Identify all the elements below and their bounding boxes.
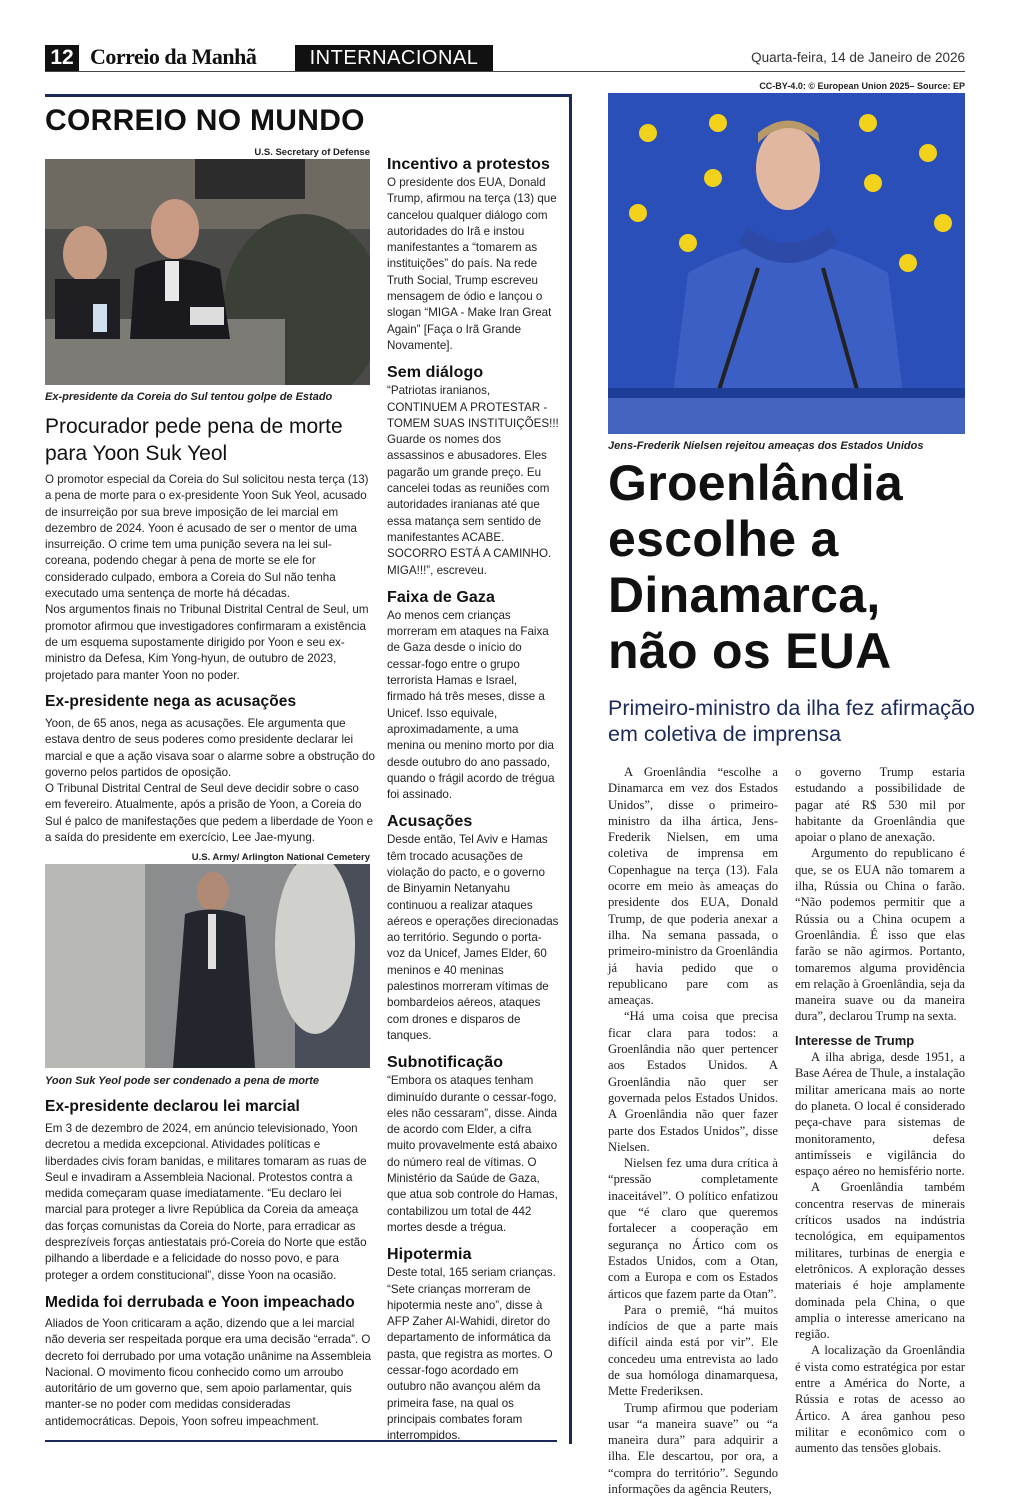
article-headline: Procurador pede pena de morte para Yoon Suk Yeol (45, 415, 343, 465)
brief-item (387, 364, 559, 579)
paragraph: Argumento do republicano é que, se os EUA não tomarem a ilha, Rússia ou China o farão. “Não podemos permitir que a Rússia ou a China ocupem a Groenlândia. É isso que elas farão se não agirmos. Portanto, tomaremos alguma providência em relação à Groenlândia, seja da maneira suave ou da maneira dura”, declarou Trump na sexta. (795, 846, 965, 1024)
paragraph: A ilha abriga, desde 1951, a Base Aérea de Thule, a instalação militar americana mais ao norte do planeta. O local é considerado peça-chave para sistemas de monitoramento, defesa antimísseis e vigilância do espaço aéreo no hemisfério norte. (795, 1050, 965, 1179)
photo-yoon-cemetery (45, 864, 370, 1068)
paragraph: “Há uma coisa que precisa ficar clara para todos: a Groenlândia não quer pertencer aos Estados Unidos. A Groenlândia não quer ser governada pelos Estados Unidos. A Groenlândia não quer fazer parte dos Estados Unidos”, disse Nielsen. (608, 1009, 778, 1154)
brief-body: Desde então, Tel Aviv e Hamas têm trocado acusações de violação do pacto, e o governo de Binyamin Netanyahu continuou a realizar ataques aéreos e operações direcionadas ao território. Segundo o porta-voz da Unicef, James Elder, 60 meninos e 40 meninas palestinos morreram vítimas de bombardeios aéreos, ataques com drones e disparos de tanques. (387, 833, 559, 1042)
brief-body: Ao menos cem crianças morreram em ataques na Faixa de Gaza desde o início do cessar-fogo entre o grupo terrorista Hamas e Israel, firmado há três meses, disse a Unicef. Isso equivale, aproximadamente, a uma menina ou menino morto por dia desde outubro do ano passado, quando o frágil acordo de trégua foi assinado. (387, 608, 555, 802)
brief-item (387, 1246, 559, 1444)
main-headline: Groenlândia escolhe a Dinamarca, não os EUA (608, 455, 904, 679)
corner-title: CORREIO NO MUNDO (45, 104, 365, 137)
subheading: Interesse de Trump (795, 1032, 915, 1048)
subheading: Ex-presidente declarou lei marcial (45, 1098, 300, 1115)
brief-body: Deste total, 165 seriam crianças. “Sete crianças morreram de hipotermia neste ano”, disse à AFP Zaher Al-Wahidi, diretor do departamento de informática da pasta, que registra as mortes. O cessar-fogo acordado em outubro não avançou além da primeira fase, na qual os principais combates foram interrompidos. (387, 1266, 556, 1443)
main-subheadline: Primeiro-ministro da ilha fez afirmação em coletiva de imprensa (608, 696, 975, 746)
paragraph: Yoon, de 65 anos, nega as acusações. Ele argumenta que estava dentro de seus poderes como presidente declarar lei marcial e que a ação visava soar o alarme sobre a obstrução do governo pelos partidos de oposição. (45, 717, 375, 779)
page-number: 12 (45, 45, 79, 71)
photo-credit: CC-BY-4.0: © European Union 2025– Source: EP (759, 81, 965, 91)
main-article-col1 (608, 764, 778, 1497)
paragraph: O promotor especial da Coreia do Sul solicitou nesta terça (13) a pena de morte para o ex-presidente Yoon Suk Yeol, acusado de insurreição por sua breve imposição de lei marcial em dezembro de 2024. Yoon é acusado de ser o mentor de uma insurreição. O crime tem uma punição severa na lei sul-coreana, podendo chegar à pena de morte se ele for considerado culpado, embora a Coreia do Sul não tenha executado uma sentença de morte há décadas. (45, 473, 369, 601)
brief-title: Hipotermia (387, 1246, 472, 1264)
masthead-logo: Correio da Manhã (90, 44, 257, 69)
subheading: Medida foi derrubada e Yoon impeachado (45, 1294, 355, 1311)
section-body: Em 3 de dezembro de 2024, em anúncio televisionado, Yoon decretou a medida excepcional. Atividades políticas e liberdades civis foram banidas, e militares tomaram as ruas de Seul e invadiram a Assembleia Nacional. Protestos contra a medida começaram quase imediatamente. “Eu declaro lei marcial para proteger a livre República da Coreia da ameaça das forças comunistas da Coreia do Norte, para erradicar as desprezíveis forças antiestatais pró-Coreia do Norte que estão pilhando a liberdade e a felicidade do nosso povo, e para proteger a ordem constitucional”, disse Yoon na ocasião. (45, 1122, 367, 1282)
paragraph: Nos argumentos finais no Tribunal Distrital Central de Seul, um promotor afirmou que investigadores confirmaram a existência de um esquema supostamente dirigido por Yoon e seu ex-ministro da Defesa, Kim Yong-hyun, de outubro de 2023, projetado para manter Yoon no poder. (45, 603, 369, 682)
photo-credit: U.S. Army/ Arlington National Cemetery (191, 852, 370, 863)
section-label: INTERNACIONAL (295, 45, 493, 71)
subheading: Ex-presidente nega as acusações (45, 693, 297, 710)
paragraph: Trump afirmou que poderiam usar “a maneira suave” ou “a maneira dura” para adquirir a ilha. Ele descartou, por ora, a “compra do território”. Segundo informações da agência Reuters, (608, 1400, 778, 1497)
brief-title: Incentivo a protestos (387, 156, 551, 173)
photo-caption: Ex-presidente da Coreia do Sul tentou golpe de Estado (45, 391, 333, 403)
brief-item (387, 813, 559, 1044)
paragraph: Para o premiê, “há muitos indícios de que a parte mais difícil ainda está por vir”. Ele concedeu uma entrevista ao lado de sua homóloga dinamarquesa, Mette Frederiksen. (608, 1302, 778, 1399)
edition-date: Quarta-feira, 14 de Janeiro de 2026 (751, 50, 965, 65)
paragraph: Nielsen fez uma dura crítica à “pressão completamente inaceitável”. O político enfatizou que “é claro que queremos fortalecer a cooperação em segurança no Ártico com os Estados Unidos, com a Otan, com a Europa e com os Estados árticos que fazem parte da Otan”. (608, 1156, 778, 1301)
article-intro (45, 472, 375, 684)
header-rule (45, 71, 965, 72)
news-briefs-column (387, 156, 559, 1454)
paragraph: O Tribunal Distrital Central de Seul deve decidir sobre o caso em fevereiro. Atualmente, após a prisão de Yoon, a Coreia do Sul é palco de manifestações que pedem a liberdade de Yoon e a saída do presidente em exercício, Lee Jae-myung. (45, 782, 374, 845)
photo-caption: Jens-Frederik Nielsen rejeitou ameaças dos Estados Unidos (608, 440, 924, 452)
brief-body: “Embora os ataques tenham diminuído durante o cessar-fogo, eles não cessaram”, disse. Ainda de acordo com Elder, a cifra muito provavelmente está abaixo do número real de vítimas. O Ministério da Saúde de Gaza, que atua sob controle do Hamas, contabilizou um total de 442 mortes desde a trégua. (387, 1074, 558, 1234)
brief-title: Subnotificação (387, 1054, 504, 1072)
photo-credit: U.S. Secretary of Defense (254, 147, 370, 158)
brief-body: O presidente dos EUA, Donald Trump, afirmou na terça (13) que cancelou qualquer diálogo com autoridades do Irã e instou manifestantes a “tomarem as instituições” do país. Na rede Truth Social, Trump escreveu mensagem de ódio e lançou o slogan “MIGA - Make Iran Great Again” [Faça o Irã Grande Novamente]. (387, 176, 557, 352)
photo-nielsen (608, 93, 965, 434)
section-body (45, 716, 375, 846)
brief-item (387, 156, 559, 354)
paragraph: o governo Trump estaria estudando a possibilidade de pagar até R$ 530 mil por habitante da Groenlândia que apoiar o plano de anexação. (795, 765, 965, 845)
brief-item (387, 589, 559, 804)
brief-title: Faixa de Gaza (387, 588, 496, 606)
brief-title: Acusações (387, 813, 473, 831)
section-body: Aliados de Yoon criticaram a ação, dizendo que a lei marcial não deveria ser respeitada porque era uma decisão “errada”. O decreto foi derrubado por uma votação unânime na Assembleia Nacional. O movimento ficou conhecido como um arroubo autoritário de um governo que, sem apoio parlamentar, quis manter-se no poder com medidas consideradas antidemocráticas. Depois, Yoon sofreu impeachment. (45, 1317, 372, 1428)
brief-title: Sem diálogo (387, 364, 484, 382)
paragraph: A Groenlândia “escolhe a Dinamarca em vez dos Estados Unidos”, disse o primeiro-ministro da ilha ártica, Jens-Frederik Nielsen, em uma coletiva de imprensa em Copenhague na terça (13). Fala ocorre em meio às ameaças do presidente dos EUA, Donald Trump, de que poderia anexar a ilha. Na semana passada, o primeiro-ministro da Groenlândia já havia pedido que o republicano pare com as ameaças. (608, 765, 778, 1008)
brief-body: “Patriotas iranianos, CONTINUEM A PROTESTAR - TOMEM SUAS INSTITUIÇÕES!!! Guarde os nomes dos assassinos e abusadores. Eles pagarão um grande preço. Eu cancelei todas as reuniões com autoridades iranianas até que essa matança sem sentido de manifestantes ACABE. SOCORRO ESTÁ A CAMINHO. MIGA!!!”, escreveu. (387, 384, 559, 577)
brief-item (387, 1054, 559, 1236)
photo-caption: Yoon Suk Yeol pode ser condenado a pena de morte (45, 1075, 320, 1087)
paragraph: A localização da Groenlândia é vista como estratégica por estar entre a América do Norte, a Rússia e rotas de acesso ao Ártico. A área ganhou peso militar e econômico com o aumento das tensões globais. (795, 1343, 965, 1456)
main-article-col2 (795, 764, 965, 1456)
photo-yoon-meeting (45, 159, 370, 385)
box-right-rule (569, 94, 572, 1444)
paragraph: A Groenlândia também concentra reservas de minerais críticos usados na indústria tecnológica, em equipamentos militares, turbinas de energia e eletrônicos. A exploração desses materiais é hoje amplamente dominada pela China, o que amplia o interesse americano na região. (795, 1180, 965, 1342)
box-top-rule (45, 94, 572, 97)
